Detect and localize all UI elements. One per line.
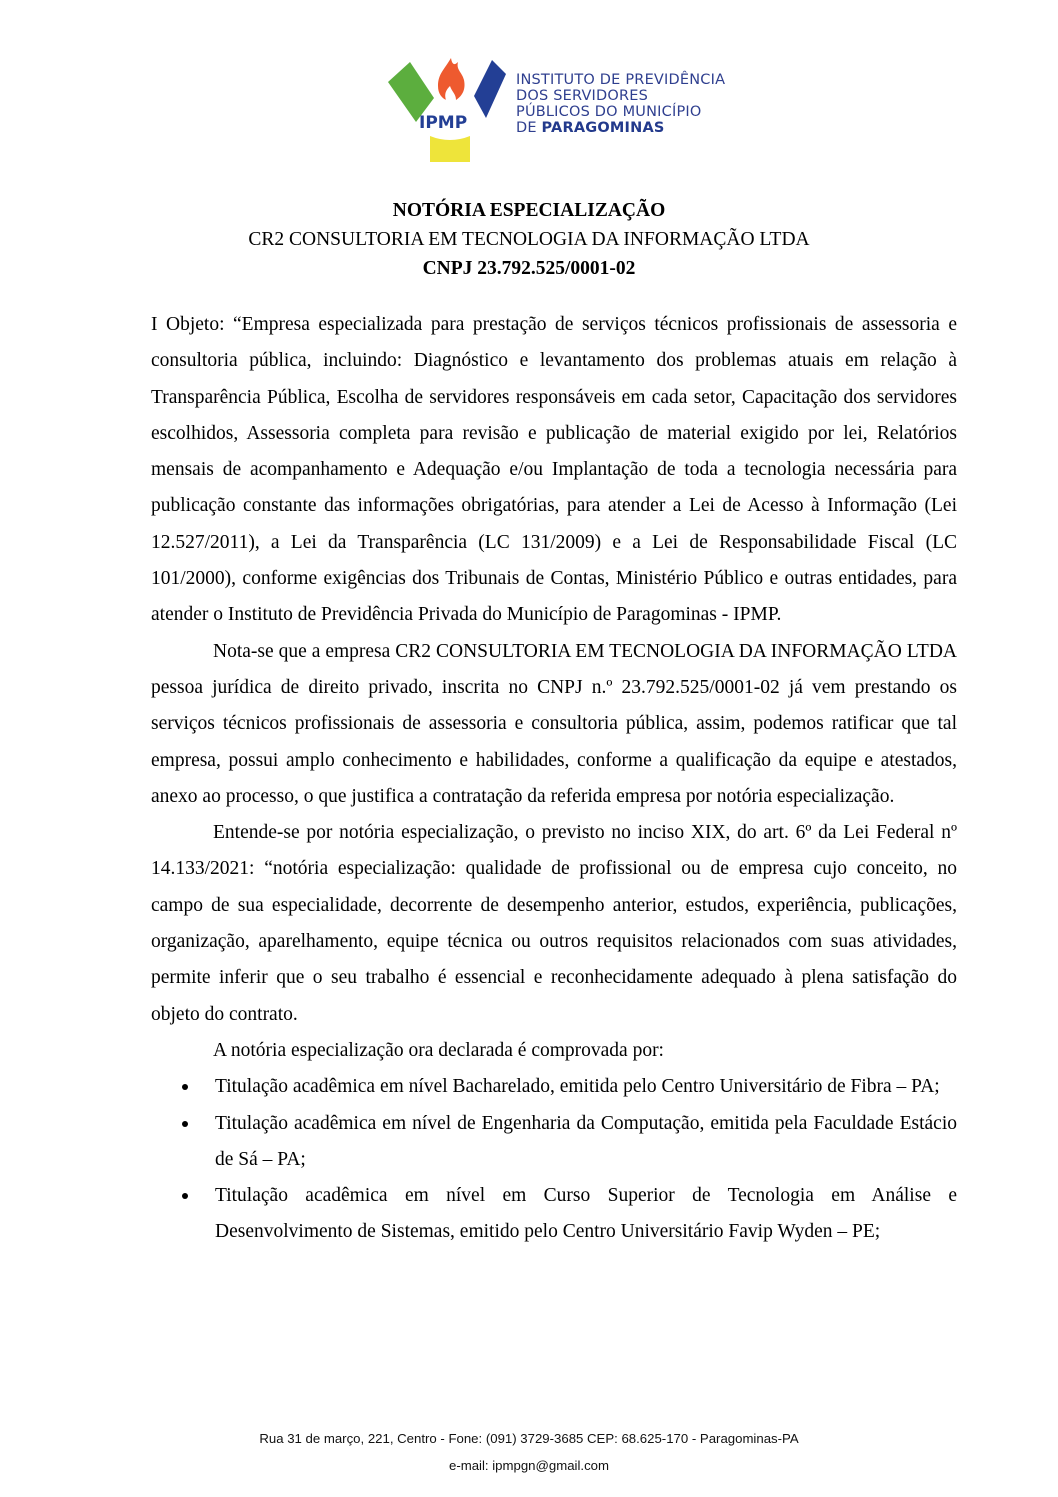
title-line-1: NOTÓRIA ESPECIALIZAÇÃO <box>392 200 666 221</box>
paragraph-objeto: I Objeto: “Empresa especializada para prestação de serviços técnicos profissionais de assessoria e consultoria pública, incluindo: Diagnóstico e levantamento dos problemas atuais em relação à Transparência Pública, Escolha de servidores responsáveis em cada setor, Capacitação dos servidores escolhidos, Assessoria completa para revisão e publicação de material exigido por lei, Relatórios mensais de acompanhamento e Adequação e/ou Implantação de toda a tecnologia necessária para publicação constante das informações obrigatórias, para atender a Lei de Acesso à Informação (Lei 12.527/2011), a Lei da Transparência (LC 131/2009) e a Lei de Responsabilidade Fiscal (LC 101/2000), conforme exigências dos Tribunais de Contas, Ministério Público e outras entidades, para atender o Instituto de Previdência Privada do Município de Paragominas - IPMP. <box>151 314 957 626</box>
document-body <box>151 307 957 1251</box>
title-line-2: CR2 CONSULTORIA EM TECNOLOGIA DA INFORMAÇÃO LTDA <box>248 229 810 250</box>
paragraph-entende: Entende-se por notória especialização, o previsto no inciso XIX, do art. 6º da Lei Federal nº 14.133/2021: “notória especialização: qualidade de profissional ou de empresa cujo conceito, no campo de sua especialidade, decorrente de desempenho anterior, estudos, experiência, publicações, organização, aparelhamento, equipe técnica ou outros requisitos relacionados com suas atividades, permite inferir que o seu trabalho é essencial e reconhecidamente adequado à plena satisfação do objeto do contrato. <box>151 822 957 1025</box>
footer-address: Rua 31 de março, 221, Centro - Fone: (091) 3729-3685 CEP: 68.625-170 - Paragominas-PA <box>259 1431 799 1446</box>
logo-line-4-bold: PARAGOMINAS <box>541 120 665 136</box>
list-item-text: Titulação acadêmica em nível Bacharelado, emitida pelo Centro Universitário de Fibra – PA; <box>215 1076 940 1098</box>
flame-icon <box>438 58 465 100</box>
ipmp-emblem-icon <box>386 52 516 164</box>
page-footer <box>0 1425 1058 1479</box>
logo-line-3: PÚBLICOS DO MUNICÍPIO <box>516 104 702 120</box>
logo-line-1: INSTITUTO DE PREVIDÊNCIA <box>516 72 726 88</box>
footer-email: e-mail: ipmpgn@gmail.com <box>449 1458 609 1473</box>
list-item-text: Titulação acadêmica em nível em Curso Superior de Tecnologia em Análise e Desenvolvimento de Sistemas, emitido pelo Centro Universitário Favip Wyden – PE; <box>215 1185 957 1243</box>
list-item <box>151 1069 957 1105</box>
institute-logo <box>386 52 736 167</box>
list-item-text: Titulação acadêmica em nível de Engenharia da Computação, emitida pela Faculdade Estácio de Sá – PA; <box>215 1112 957 1170</box>
paragraph-nota: Nota-se que a empresa CR2 CONSULTORIA EM TECNOLOGIA DA INFORMAÇÃO LTDA pessoa jurídica de direito privado, inscrita no CNPJ n.º 23.792.525/0001-02 já vem prestando os serviços técnicos profissionais de assessoria e consultoria pública, assim, podemos ratificar que tal empresa, possui amplo conhecimento e habilidades, conforme a qualificação da equipe e atestados, anexo ao processo, o que justifica a contratação da referida empresa por notória especialização. <box>151 640 957 807</box>
paragraph-comprovada: A notória especialização ora declarada é comprovada por: <box>213 1039 664 1061</box>
bullet-icon <box>182 1084 188 1090</box>
bullet-icon <box>182 1121 188 1127</box>
logo-line-2: DOS SERVIDORES <box>516 88 649 104</box>
blue-shape <box>474 60 506 118</box>
logo-text <box>516 72 725 136</box>
logo-badge-text: IPMP <box>419 113 468 133</box>
list-item <box>151 1106 957 1179</box>
logo-line-4-prefix: DE <box>516 120 542 136</box>
list-item <box>151 1178 957 1251</box>
flame-head <box>445 97 455 107</box>
yellow-shape <box>430 136 470 162</box>
document-title <box>0 196 1058 283</box>
bullet-icon <box>182 1193 188 1199</box>
title-line-3: CNPJ 23.792.525/0001-02 <box>422 258 636 279</box>
logo-line-4 <box>516 120 725 136</box>
qualifications-list <box>151 1069 957 1250</box>
